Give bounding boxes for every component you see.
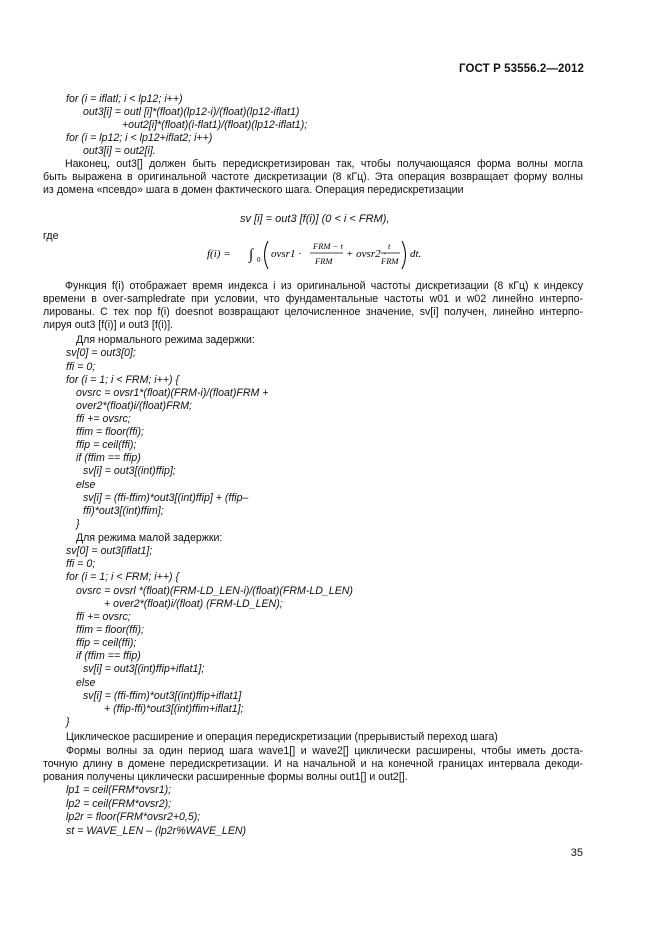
code-line: ffi = 0;: [66, 558, 96, 570]
code-line: for (i = iflatl; i < lp12; i++): [66, 93, 183, 105]
term1-label: ovsr1 ·: [271, 248, 301, 260]
left-paren: [265, 241, 269, 269]
section-title: Циклическое расширение и операция передискретизации (прерывистый переход шага): [66, 731, 498, 743]
body-text-line: Наконец, out3[] должен быть передискретизирован так, чтобы получающаяся форма волны могла: [65, 158, 583, 170]
code-line: if (ffim == ffip): [76, 650, 141, 662]
code-line: else: [76, 677, 96, 689]
code-line: ffip = ceil(ffi);: [76, 637, 137, 649]
code-line: for (i = 1; i < FRM; i++) {: [66, 571, 180, 583]
formula-tail: dt.: [410, 248, 422, 260]
body-text-line: Функция f(i) отображает время индекса i из оригинальной частоты дискретизации (8 кГц) к индексу: [65, 280, 583, 292]
code-line: sv[0] = out3[iflat1];: [66, 545, 153, 557]
code-line: else: [76, 479, 96, 491]
formula-lhs: f(i) =: [207, 248, 231, 260]
normal-delay-label: Для нормального режима задержки:: [76, 334, 255, 346]
where-label: где: [43, 230, 59, 242]
code-line: + (ffip-ffi)*out3[(int)ffim+iflat1];: [104, 703, 244, 715]
frac1-numerator: FRM − t: [313, 241, 343, 251]
code-line: ovsrc = ovsr1*(float)(FRM-i)/(float)FRM +: [76, 387, 269, 399]
page-number: 35: [570, 847, 583, 859]
code-line: lp2r = floor(FRM*ovsr2+0,5);: [66, 811, 201, 823]
body-text-line: быть выражена в оригинальной частоте дискретизации (8 кГц). Эта операция возвращает форму волны: [43, 171, 583, 183]
code-line: sv[0] = out3[0];: [66, 347, 136, 359]
code-line: ffim = floor(ffi);: [76, 426, 144, 438]
body-text-line: Формы волны за один период шага wave1[] и wave2[] циклически расширены, чтобы иметь доста-: [66, 745, 583, 757]
code-line: ffi = 0;: [66, 361, 96, 373]
code-line: +out2[i]*(float)(i-flat1)/(float)(lp12-iflat1);: [122, 119, 308, 131]
code-line: ffi)*out3[(int)ffim];: [83, 505, 164, 517]
code-line: + over2*(float)i/(float) (FRM-LD_LEN);: [104, 598, 283, 610]
code-line: lp2 = ceil(FRM*ovsr2);: [66, 798, 172, 810]
code-line: lp1 = ceil(FRM*ovsr1);: [66, 784, 172, 796]
code-line: ffip = ceil(ffi);: [76, 439, 137, 451]
low-delay-label: Для режима малой задержки:: [76, 532, 223, 544]
code-line: ffi += ovsrc;: [76, 611, 131, 623]
code-line: }: [66, 716, 70, 728]
code-line: st = WAVE_LEN – (lp2r%WAVE_LEN): [66, 825, 247, 837]
body-text-line: из домена «псевдо» шага в домен фактического шага. Операция передискретизации: [43, 184, 464, 196]
body-text-line: точную длину в домене передискретизации. И на начальной и на конечной границах интервала декоди-: [43, 758, 583, 770]
code-line: over2*(float)i/(float)FRM;: [76, 400, 192, 412]
body-text-line: лированы. С тех пор f(i) doesnot возвращают целочисленное значение, sv[i] получен, линейно интерпо-: [43, 306, 583, 318]
code-line: ffim = floor(ffi);: [76, 624, 144, 636]
integral-lower-limit: 0: [257, 256, 261, 264]
code-line: ovsrc = ovsrl *(float)(FRM-LD_LEN-i)/(float)(FRM-LD_LEN): [76, 585, 353, 597]
frac1-denominator: FRM: [315, 256, 333, 266]
body-text-line: лируя out3 [f(i)] и out3 [f(i)].: [43, 319, 174, 331]
code-line: sv[i] = out3[(int)ffip];: [83, 465, 176, 477]
frac2-numerator: t: [388, 241, 391, 251]
term2-label: + ovsr2 ·: [346, 248, 387, 260]
code-line: for (i = lp12; i < lp12+iflat2; i++): [66, 132, 213, 144]
mapping-integral-formula: [205, 236, 430, 274]
body-text-line: времени в over-sampledrate при условии, что фундаментальные частоты w01 и w02 линейно интерпо-: [43, 293, 583, 305]
standard-header: ГОСТ Р 53556.2—2012: [459, 63, 584, 75]
code-line: }: [76, 518, 80, 530]
code-line: if (ffim == ffip): [76, 452, 141, 464]
body-text-line: рования получены циклически расширенные формы волны out1[] и out2[].: [43, 771, 408, 783]
code-line: sv[i] = out3[(int)ffip+iflat1];: [83, 663, 205, 675]
code-line: out3[i] = out2[i].: [83, 145, 156, 157]
resampling-formula: sv [i] = out3 [f(i)] (0 < i < FRM),: [240, 213, 390, 225]
code-line: ffi += ovsrc;: [76, 413, 131, 425]
code-line: out3[i] = outl [i]*(float)(lp12-i)/(float)(lp12-iflat1): [83, 106, 300, 118]
right-paren: [402, 241, 406, 269]
frac2-denominator: FRM: [381, 256, 399, 266]
code-line: for (i = 1; i < FRM; i++) {: [66, 374, 180, 386]
code-line: sv[i] = (ffi-ffim)*out3[(int)ffip+iflat1]: [83, 690, 242, 702]
integral-sign: ∫: [249, 247, 254, 263]
code-line: sv[i] = (ffi-ffim)*out3[(int)ffip] + (ffip–: [83, 492, 249, 504]
